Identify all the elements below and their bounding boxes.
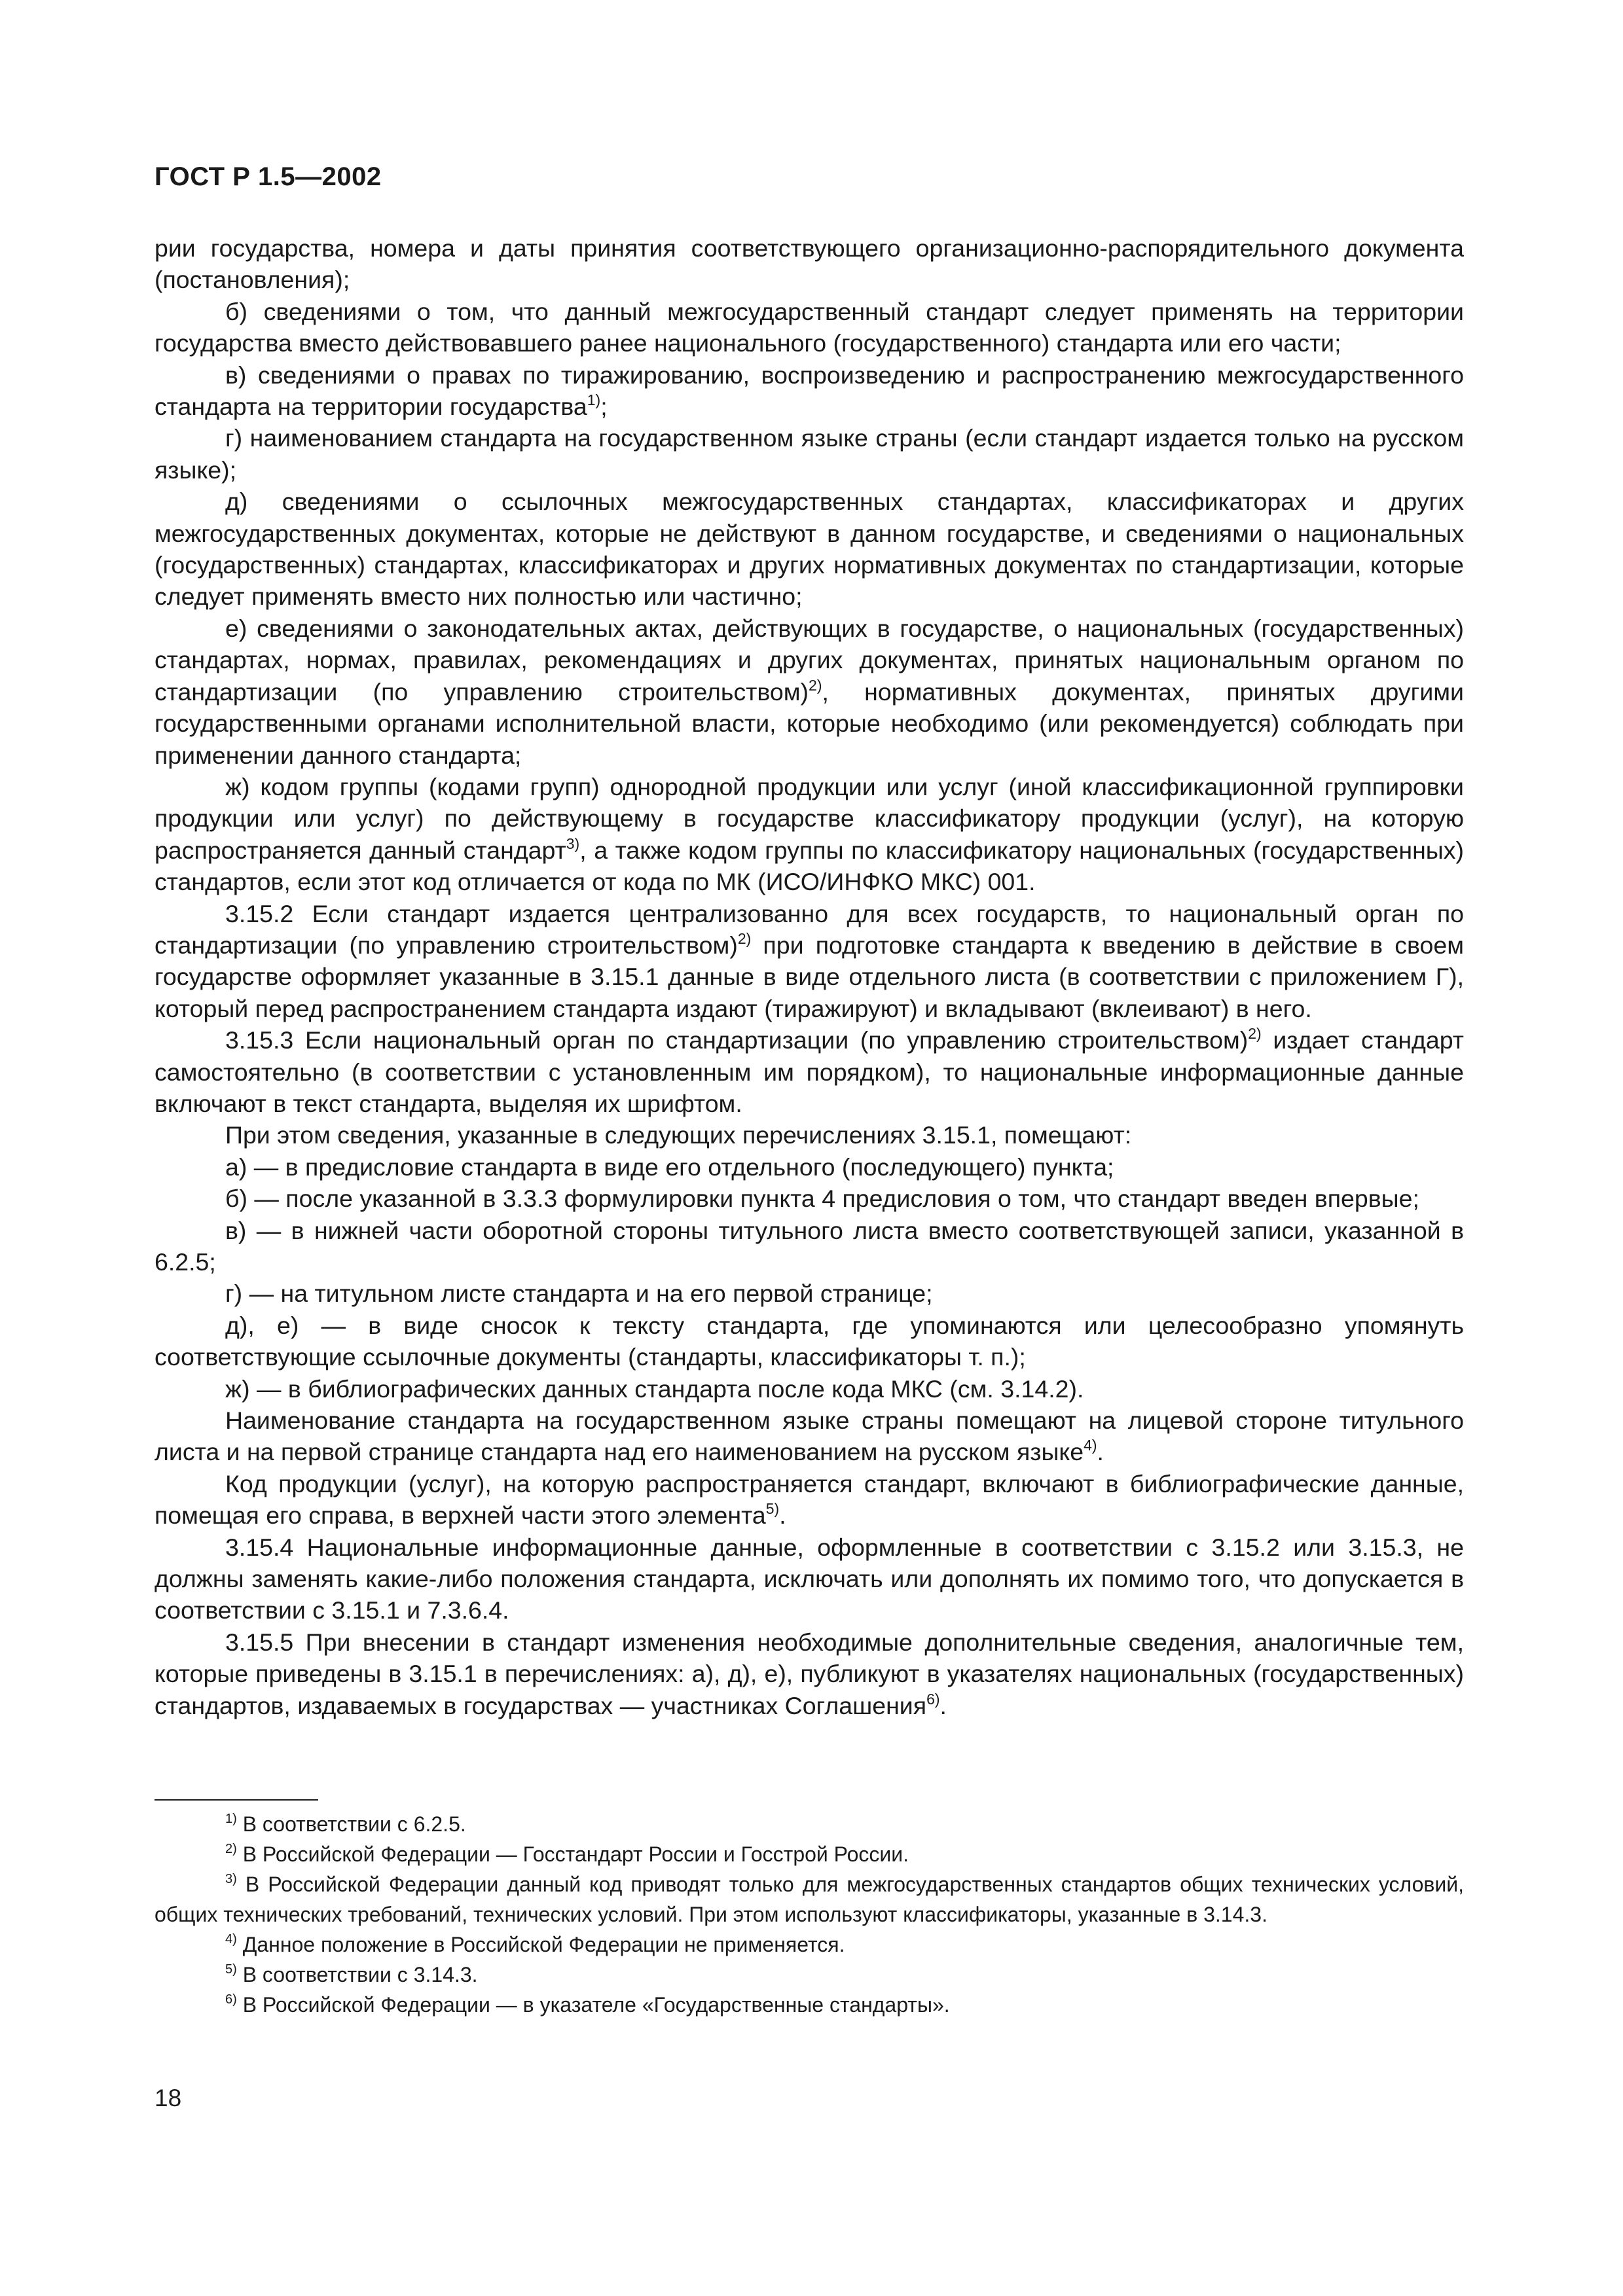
paragraph [155, 359, 1464, 423]
paragraph [155, 613, 1464, 771]
page-header: ГОСТ Р 1.5—2002 [155, 162, 382, 191]
paragraph-text: г) наименованием стандарта на государственном языке страны (если стандарт издается только на русском языке); [155, 424, 1464, 484]
footnote-text: В соответствии с 3.14.3. [242, 1963, 478, 1986]
paragraph-tail: . [1097, 1438, 1104, 1466]
footnote [155, 1990, 1464, 2020]
paragraph-text: При этом сведения, указанные в следующих перечислениях 3.15.1, помещают: [225, 1121, 1132, 1149]
footnote-text: В соответствии с 6.2.5. [236, 1812, 466, 1836]
paragraph-tail: , а также кодом группы по классификатору национальных (государственных) стандартов, если этот код отличается от кода по МК (ИСО/ИНФКО МКС) 001. [155, 836, 1464, 896]
paragraph-text: д), е) — в виде сносок к тексту стандарта, где упоминаются или целесообразно упомянуть соответствующие ссылочные документы (стандарты, классификаторы т. п.); [155, 1311, 1464, 1371]
paragraph [155, 898, 1464, 1025]
footnote-separator [155, 1799, 318, 1801]
footnote-ref: 5) [765, 1500, 780, 1518]
footnote-ref: 2) [809, 676, 822, 694]
footnote-mark: 5) [225, 1962, 237, 1977]
footnote-ref: 1) [587, 391, 601, 409]
footnote [155, 1869, 1464, 1929]
paragraph-text: б) сведениями о том, что данный межгосударственный стандарт следует применять на территории государства вместо действовавшего ранее национального (государственного) стандарта или его части; [155, 297, 1464, 357]
paragraph [155, 1183, 1464, 1214]
footnote-text: В Российской Федерации — Госстандарт России и Госстрой России. [242, 1842, 909, 1866]
footnote-ref: 3) [566, 834, 580, 852]
paragraph-text: 3.15.2 Если стандарт издается централизованно для всех государств, то национальный орган по стандартизации (по управлению строительством) [155, 899, 1464, 959]
paragraph [155, 1215, 1464, 1278]
footnote-ref: 2) [1248, 1025, 1262, 1043]
paragraph-text: ж) — в библиографических данных стандарта после кода МКС (см. 3.14.2). [225, 1374, 1084, 1403]
footnote-text: В Российской Федерации данный код приводят только для межгосударственных стандартов общих технических условий, общих технических требований, технических условий. При этом используют классификаторы, указанные в 3.14.3. [155, 1873, 1465, 1926]
paragraph-text: д) сведениями о ссылочных межгосударственных стандартах, классификаторах и других межгосударственных документах, которые не действуют в данном государстве, и сведениями о национальных (государственных) стандартах, классификаторах и других нормативных документах по стандартизации, которые следует применять вместо них полностью или частично; [155, 488, 1464, 611]
paragraph-text: рии государства, номера и даты принятия соответствующего организационно-распорядительного документа (постановления); [155, 234, 1464, 294]
footnote-ref: 2) [737, 929, 752, 947]
paragraph-text: е) сведениями о законодательных актах, действующих в государстве, о национальных (государственных) стандартах, нормах, правилах, рекомендациях и других документах, принятых национальным органом по стандартизации (по управлению строительством) [155, 614, 1464, 706]
paragraph-tail: издает стандарт самостоятельно (в соответствии с установленным им порядком), то национальные информационные данные включают в текст стандарта, выделяя их шрифтом. [155, 1026, 1464, 1117]
paragraph-text: Наименование стандарта на государственном языке страны помещают на лицевой стороне титульного листа и на первой странице стандарта над его наименованием на русском языке [155, 1407, 1464, 1466]
paragraph [155, 1373, 1464, 1405]
paragraph [155, 771, 1464, 898]
paragraph-tail: при подготовке стандарта к введению в действие в своем государстве оформляет указанные в 3.15.1 данные в виде отдельного листа (в соответствии с приложением Г), который перед распространением стандарта издают (тиражируют) и вкладывают (вклеивают) в него. [155, 931, 1464, 1022]
paragraph [155, 1119, 1464, 1151]
paragraph [155, 1310, 1464, 1373]
paragraph-tail: . [939, 1691, 947, 1719]
paragraph-text: ж) кодом группы (кодами групп) однородной продукции или услуг (иной классификационной группировки продукции или услуг) по действующему в государстве классификатору продукции (услуг), на которую распространяется данный стандарт [155, 772, 1464, 864]
paragraph-text: б) — после указанной в 3.3.3 формулировки пункта 4 предисловия о том, что стандарт введен впервые; [225, 1185, 1419, 1213]
footnote-mark: 6) [225, 1992, 237, 2007]
footnote-ref: 4) [1084, 1437, 1097, 1454]
footnote-text: Данное положение в Российской Федерации не применяется. [242, 1933, 845, 1956]
paragraph-text: 3.15.3 Если национальный орган по стандартизации (по управлению строительством) [225, 1026, 1249, 1054]
paragraph-text: в) — в нижней части оборотной стороны титульного листа вместо соответствующей записи, указанной в 6.2.5; [155, 1216, 1464, 1276]
footnote [155, 1929, 1464, 1960]
page-number: 18 [155, 2085, 182, 2111]
paragraph [155, 296, 1464, 359]
paragraph [155, 1405, 1464, 1468]
paragraph-tail: . [779, 1501, 786, 1530]
body-text [155, 232, 1464, 1721]
footnote [155, 1839, 1464, 1869]
paragraph-text: 3.15.4 Национальные информационные данные, оформленные в соответствии с 3.15.2 или 3.15.3, не должны заменять какие-либо положения стандарта, исключать или дополнять их помимо того, что допускается в соответствии с 3.15.1 и 7.3.6.4. [155, 1533, 1464, 1624]
paragraph [155, 1151, 1464, 1183]
paragraph [155, 1532, 1464, 1626]
paragraph [155, 1468, 1464, 1532]
paragraph [155, 486, 1464, 613]
paragraph-tail: , нормативных документах, принятых другими государственными органами исполнительной власти, которые необходимо (или рекомендуется) соблюдать при применении данного стандарта; [155, 677, 1464, 769]
footnote-mark: 2) [225, 1842, 237, 1856]
paragraph [155, 422, 1464, 486]
paragraph-text: 3.15.5 При внесении в стандарт изменения необходимые дополнительные сведения, аналогичные тем, которые приведены в 3.15.1 в перечислениях: а), д), е), публикуют в указателях национальных (государственных) стандартов, издаваемых в государствах — участниках Соглашения [155, 1628, 1464, 1719]
footnote-mark: 1) [225, 1812, 237, 1826]
footnote-ref: 6) [926, 1690, 940, 1708]
footnote-mark: 3) [225, 1872, 237, 1886]
footnotes [155, 1809, 1464, 2020]
paragraph-text: а) — в предисловие стандарта в виде его отдельного (последующего) пункта; [225, 1153, 1114, 1181]
paragraph-text: Код продукции (услуг), на которую распространяется стандарт, включают в библиографические данные, помещая его справа, в верхней части этого элемента [155, 1469, 1464, 1530]
paragraph [155, 232, 1464, 296]
paragraph [155, 1024, 1464, 1119]
paragraph-tail: ; [600, 393, 608, 421]
paragraph-text: в) сведениями о правах по тиражированию, воспроизведению и распространению межгосударственного стандарта на территории государства [155, 361, 1464, 421]
footnote [155, 1960, 1464, 1990]
paragraph [155, 1626, 1464, 1721]
footnote-text: В Российской Федерации — в указателе «Государственные стандарты». [242, 1993, 950, 2017]
paragraph-text: г) — на титульном листе стандарта и на его первой странице; [225, 1280, 933, 1308]
footnote [155, 1809, 1464, 1839]
paragraph [155, 1278, 1464, 1309]
footnote-mark: 4) [225, 1932, 237, 1946]
